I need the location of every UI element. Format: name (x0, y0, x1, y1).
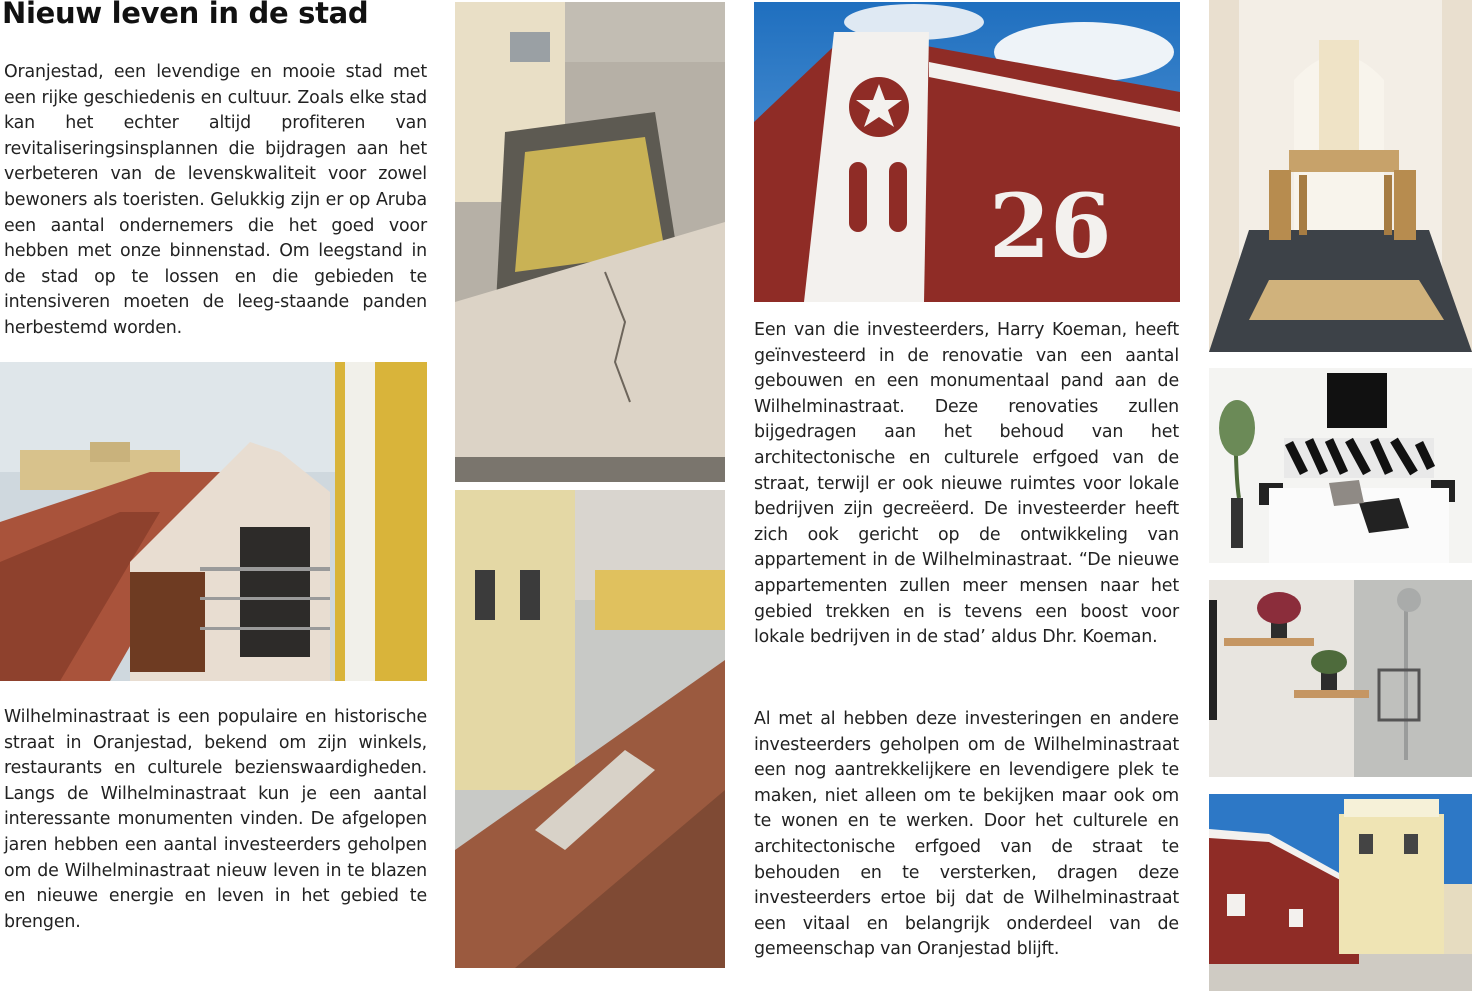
red-house-street-photo (1209, 794, 1472, 991)
intro-paragraph: Oranjestad, een levendige en mooie stad met een rijke geschiedenis en cultuur. Zoals elke stad kan het echter altijd profiteren van revitaliseringsinsplannen die bijdragen aan het verbeteren van de levenskwaliteit voor zowel bewoners als toeristen. Gelukkig zijn er op Aruba een aantal ondernemers die het goed voor hebben met onze binnenstad. Om leegstand in de stad op te lossen en die gebieden te intensiveren moeten de leeg-staande panden herbestemd worden. (4, 62, 427, 338)
house-number-facade-photo (754, 2, 1180, 302)
investor-paragraph: Een van die investeerders, Harry Koeman, heeft geïnvesteerd in de renovatie van een aantal gebouwen en een monumentaal pand aan de Wilhelminastraat. Deze renovaties zullen bijgedragen aan het behoud van het architectonische en culturele erfgoed van de straat, terwijl er ook nieuwe ruimtes voor lokale bedrijven zijn gecreëerd. De investeerder heeft zich ook gericht op de ontwikkeling van appartement in de Wilhelminastraat. “De nieuwe appartementen zullen meer mensen naar het gebied trekken en is tevens een boost voor lokale bedrijven in de stad’ aldus Dhr. Koeman. (754, 320, 1179, 648)
house-number: 26 (989, 174, 1112, 278)
rooftop-photo (0, 362, 427, 681)
dining-room-photo (1209, 0, 1472, 352)
bedroom-photo (1209, 368, 1472, 563)
courtyard-ruin-photo (455, 2, 725, 482)
rusty-roof-photo (455, 490, 725, 968)
bathroom-photo (1209, 580, 1472, 777)
conclusion-paragraph: Al met al hebben deze investeringen en andere investeerders geholpen om de Wilhelminastraat een nog aantrekkelijkere en levendigere plek te maken, niet alleen om te bekijken maar ook om te wonen en te werken. Door het culturele en architectonische erfgoed van de straat te behouden en te versterken, dragen deze investeerders ertoe bij dat de Wilhelminastraat een vitaal en belangrijk onderdeel van de gemeenschap van Oranjestad blijft. (754, 709, 1179, 960)
article-title: Nieuw leven in de stad (2, 0, 369, 30)
history-paragraph: Wilhelminastraat is een populaire en historische straat in Oranjestad, bekend om zijn winkels, restaurants en culturele bezienswaardigheden. Langs de Wilhelminastraat kun je een aantal interessante monumenten vinden. De afgelopen jaren hebben een aantal investeerders geholpen om de Wilhelminastraat nieuw leven in te blazen en nieuwe energie en leven in het gebied te brengen. (4, 707, 427, 932)
